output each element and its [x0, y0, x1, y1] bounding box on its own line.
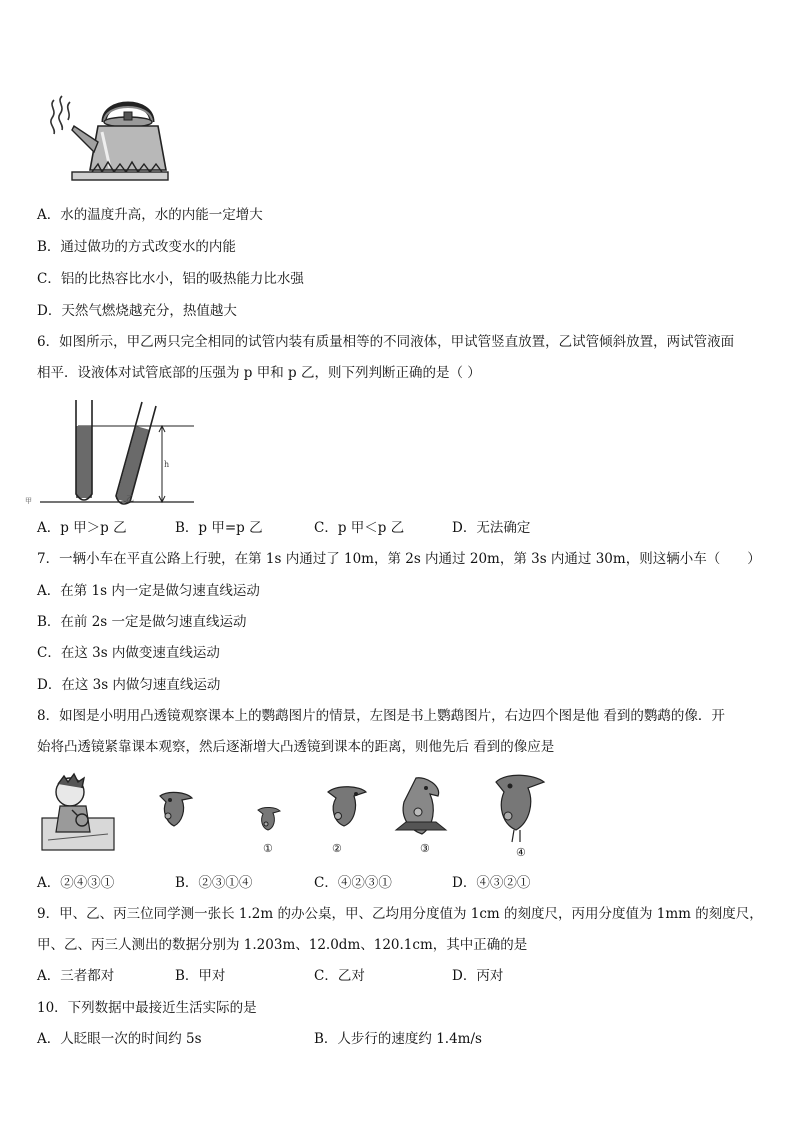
q6-stem-line2: 相平．设液体对试管底部的压强为 p 甲和 p 乙，则下列判断正确的是（ ） — [37, 365, 481, 381]
q10-stem: 10．下列数据中最接近生活实际的是 — [37, 1000, 257, 1016]
q5-option-a: A．水的温度升高，水的内能一定增大 — [37, 207, 263, 223]
q7-option-c: C．在这 3s 内做变速直线运动 — [37, 645, 220, 661]
q6-stem-line1: 6．如图所示，甲乙两只完全相同的试管内装有质量相等的不同液体，甲试管竖直放置，乙试管倾斜放置，两试管液面 — [37, 334, 735, 350]
q6-option-d: D．无法确定 — [452, 520, 531, 536]
q6-option-c: C．p 甲＜p 乙 — [314, 520, 405, 536]
q8-option-a: A．②④③① — [37, 875, 115, 891]
q9-option-c: C．乙对 — [314, 968, 365, 984]
q8-option-c: C．④②③① — [314, 875, 392, 891]
q7-option-b: B．在前 2s 一定是做匀速直线运动 — [37, 614, 247, 630]
q8-stem-line2: 始将凸透镜紧靠课本观察，然后逐渐增大凸透镜到课本的距离，则他先后 看到的像应是 — [37, 739, 555, 755]
kettle-figure — [42, 92, 172, 190]
q7-stem: 7．一辆小车在平直公路上行驶，在第 1s 内通过了 10m，第 2s 内通过 20m，第 3s 内通过 30m，则这辆小车（ ） — [37, 551, 761, 567]
parrot-label-3: ③ — [420, 842, 430, 855]
q6-option-b: B．p 甲=p 乙 — [175, 520, 263, 536]
boy-reading-icon — [42, 774, 114, 850]
q9-stem-line1: 9．甲、乙、丙三位同学测一张长 1.2m 的办公桌，甲、乙均用分度值为 1cm 的刻度尺，丙用分度值为 1mm 的刻度尺， — [37, 906, 763, 922]
tube-label-left: 甲 — [25, 497, 32, 505]
q5-option-c: C．铝的比热容比水小，铝的吸热能力比水强 — [37, 271, 304, 287]
q8-stem-line1: 8．如图是小明用凸透镜观察课本上的鹦鹉图片的情景，左图是书上鹦鹉图片，右边四个图是他 看到的鹦鹉的像．开 — [37, 708, 725, 724]
q5-option-d: D．天然气燃烧越充分，热值越大 — [37, 303, 237, 319]
q9-option-d: D．丙对 — [452, 968, 504, 984]
q8-option-b: B．②③①④ — [175, 875, 253, 891]
parrot-label-4: ④ — [516, 846, 526, 859]
tube-label-right: 乙 — [126, 494, 134, 503]
q9-stem-line2: 甲、乙、丙三人测出的数据分别为 1.203m、12.0dm、120.1cm，其中正确的是 — [37, 937, 528, 953]
q10-option-b: B．人步行的速度约 1.4m/s — [314, 1031, 482, 1047]
parrot-label-2: ② — [332, 842, 342, 855]
q7-option-d: D．在这 3s 内做匀速直线运动 — [37, 677, 221, 693]
q8-option-d: D．④③②① — [452, 875, 531, 891]
q5-option-b: B．通过做功的方式改变水的内能 — [37, 239, 236, 255]
parrot-label-1: ① — [263, 842, 273, 855]
q7-option-a: A．在第 1s 内一定是做匀速直线运动 — [37, 583, 260, 599]
test-tube-figure — [38, 396, 198, 506]
parrot-figure — [38, 770, 568, 862]
q10-option-a: A．人眨眼一次的时间约 5s — [37, 1031, 202, 1047]
q6-option-a: A．p 甲＞p 乙 — [37, 520, 127, 536]
height-label: h — [164, 460, 170, 469]
q9-option-b: B．甲对 — [175, 968, 226, 984]
q9-option-a: A．三者都对 — [37, 968, 115, 984]
